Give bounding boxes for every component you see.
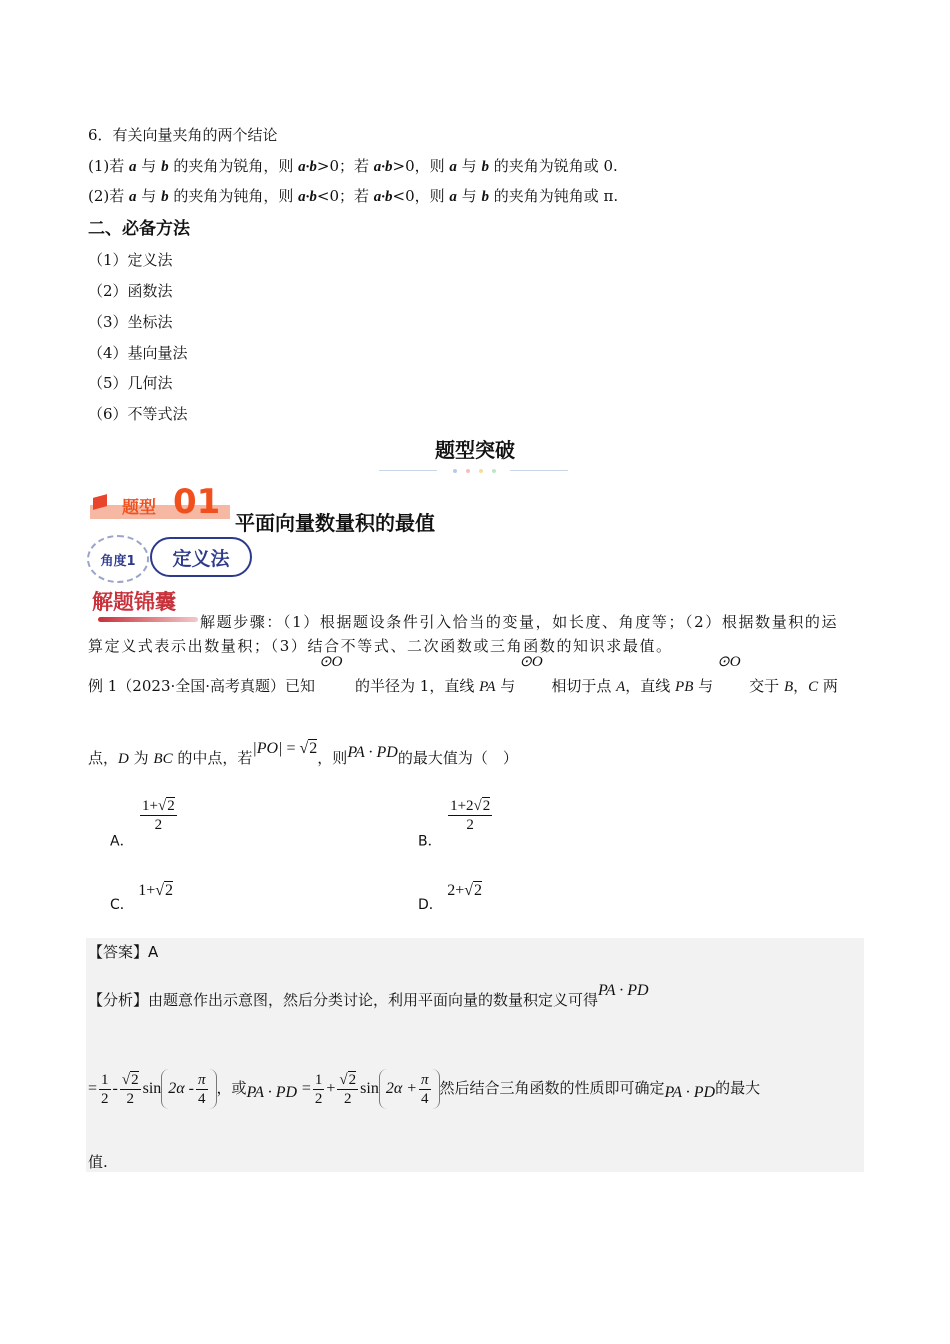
analysis-line-2: = $\frac{1}{2}$ - $\frac{√2}{2}$ sin 2α - $\frac{\pi}{4}$ ，或PA · PD = $\frac{1}{2}$ + $\frac{√2}{2}$ sin 2α + $\frac{\pi}{4}$ 然后结合三角函数的性质即可确定PA · PD的最大 [88,1066,760,1110]
text: 相切于点 [551,677,617,695]
conclusion-1 [88,156,618,177]
text: 的夹角为锐角，则 [168,157,299,175]
divider [510,470,568,471]
answer-label: 【答案】 [88,943,149,961]
text: 的最大值为（ ） [397,749,518,767]
text: 然后结合三角函数的性质即可确定 [439,1079,665,1097]
math: 1+ [142,798,158,814]
math: BC [153,751,173,767]
dot-product: a·b [373,159,393,175]
math: 1+ [138,882,156,899]
math: 2 [348,1071,357,1088]
math: = [301,1080,311,1097]
dot-decoration [466,469,470,473]
math: π [421,1071,429,1088]
text: <0，则 [392,187,450,205]
vector-a: a [449,189,457,205]
text: 与 [456,157,482,175]
tips-label: 解题锦囊 [92,590,176,614]
dot-decoration [453,469,457,473]
option-b[interactable]: B． $\frac{1+2√2}{2}$ [418,798,491,850]
dot-decoration [479,469,483,473]
dot-decoration [492,469,496,473]
tips-line1: 解题步骤：（1）根据题设条件引入恰当的变量，如长度、角度等；（2）根据数量积的运 [200,613,839,631]
text: 两 [818,677,838,695]
math: sin [360,1080,379,1097]
math: PA · PD [246,1084,298,1101]
vector-a: a [449,159,457,175]
text: 交于 [749,677,784,695]
math: 4 [198,1090,206,1107]
angle-pill: 定义法 [150,537,252,577]
math: 2 [165,882,174,899]
text: >0；若 [316,157,374,175]
math: 2 [474,882,483,899]
math: 4 [421,1090,429,1107]
text: 由题意作出示意图，然后分类讨论，利用平面向量的数量积定义可得 [148,991,599,1009]
math: - [112,1080,118,1097]
answer-box [86,938,864,1172]
vector-b: b [481,159,489,175]
tips-line2: 算定义式表示出数量积；（3）结合不等式、二次函数或三角函数的知识求最值。 [88,637,673,655]
method-item: （5）几何法 [88,374,173,392]
analysis-line-3: 值. [88,1153,108,1171]
text: (2)若 [88,187,130,205]
text: 的夹角为钝角或 π. [488,187,619,205]
math: 2 [167,798,175,814]
text: 点， [88,749,119,767]
vector-a: a [129,189,137,205]
brush-stroke [98,617,198,622]
math: 2 [154,817,163,833]
analysis-line-1 [88,982,649,1011]
angle-circle: 角度1 [87,535,149,583]
math: C [808,679,819,695]
text: 与 [693,677,714,695]
text: 与 [136,157,162,175]
badge-number: 01 [173,482,221,522]
math: 2 [309,740,318,757]
method-item: （3）坐标法 [88,313,173,331]
text: ， [793,677,809,695]
text: ，则 [317,749,348,767]
math: 2 [101,1090,109,1107]
example-line-1 [88,654,838,697]
math: 2 [466,817,474,833]
method-item: （4）基向量法 [88,344,188,362]
option-d[interactable]: D． 2+√2 [418,882,483,913]
conclusions-heading: 6．有关向量夹角的两个结论 [88,126,278,144]
option-letter: A． [110,833,134,850]
text: 与 [456,187,482,205]
circle-o: ⊙O [519,654,543,670]
option-letter: C． [110,897,134,913]
vector-b: b [161,159,169,175]
text: 与 [136,187,162,205]
type-title: 平面向量数量积的最值 [235,511,435,535]
math: A [616,679,626,695]
text: 的夹角为钝角，则 [168,187,299,205]
vector-a: a [129,159,137,175]
math: 1 [314,1071,323,1088]
math: 2 [126,1090,134,1107]
analysis-label: 【分析】 [88,991,149,1009]
text: (1)若 [88,157,130,175]
math: PA · PD [347,744,398,761]
option-a[interactable]: A． $\frac{1+√2}{2}$ [110,798,175,850]
conclusion-2 [88,186,618,207]
badge-label: 题型 [122,498,156,518]
math: PA · PD [664,1084,716,1101]
circle-o: ⊙O [717,654,741,670]
math: = [88,1080,98,1097]
math: PB [675,679,694,695]
text: >0，则 [392,157,450,175]
text: 的半径为 1，直线 [355,677,480,695]
math: 2α + [385,1080,418,1097]
math: 1 [101,1071,109,1088]
math: 2 [344,1090,352,1107]
dot-product: a·b [298,159,317,175]
math: π [198,1071,206,1088]
math: sin [142,1080,162,1097]
vector-b: b [161,189,169,205]
math: + [326,1080,336,1097]
method-item: （6）不等式法 [88,405,188,423]
text: <0；若 [316,187,374,205]
dot-product: a·b [298,189,317,205]
text: ，或 [216,1079,247,1097]
circle-o: ⊙O [319,654,343,670]
math: B [783,679,794,695]
option-letter: B． [418,833,442,850]
math: D [118,751,129,767]
math: PA · PD [598,982,649,999]
answer-line [88,942,158,962]
option-letter: D． [418,897,443,913]
math: = [282,740,300,757]
option-c[interactable]: C． 1+√2 [110,882,174,913]
type-badge [90,482,232,522]
math: 2 [482,798,491,814]
text: ，直线 [625,677,676,695]
methods-heading: 二、必备方法 [88,219,190,239]
math: 2 [314,1090,323,1107]
math: PA [479,679,496,695]
math: |PO| [252,740,283,757]
dot-product: a·b [373,189,393,205]
text: 例 1（2023·全国·高考真题）已知 [88,677,316,695]
math: 2α - [168,1080,194,1097]
example-line-2: 点，D 为 BC 的中点，若|PO| = √2，则PA · PD的最大值为（ ） [88,740,518,767]
text: 的中点，若 [172,749,253,767]
text: 为 [128,749,154,767]
math: 2+ [447,882,465,899]
text: 的最大 [715,1079,761,1097]
math: 1+2 [450,798,474,814]
section-title: 题型突破 [435,438,515,462]
answer-value: A [148,943,159,961]
text: 的夹角为锐角或 0. [488,157,618,175]
math: 2 [131,1071,139,1088]
text: 与 [495,677,516,695]
vector-b: b [481,189,489,205]
method-item: （2）函数法 [88,282,173,300]
divider [379,470,437,471]
method-item: （1）定义法 [88,251,173,269]
